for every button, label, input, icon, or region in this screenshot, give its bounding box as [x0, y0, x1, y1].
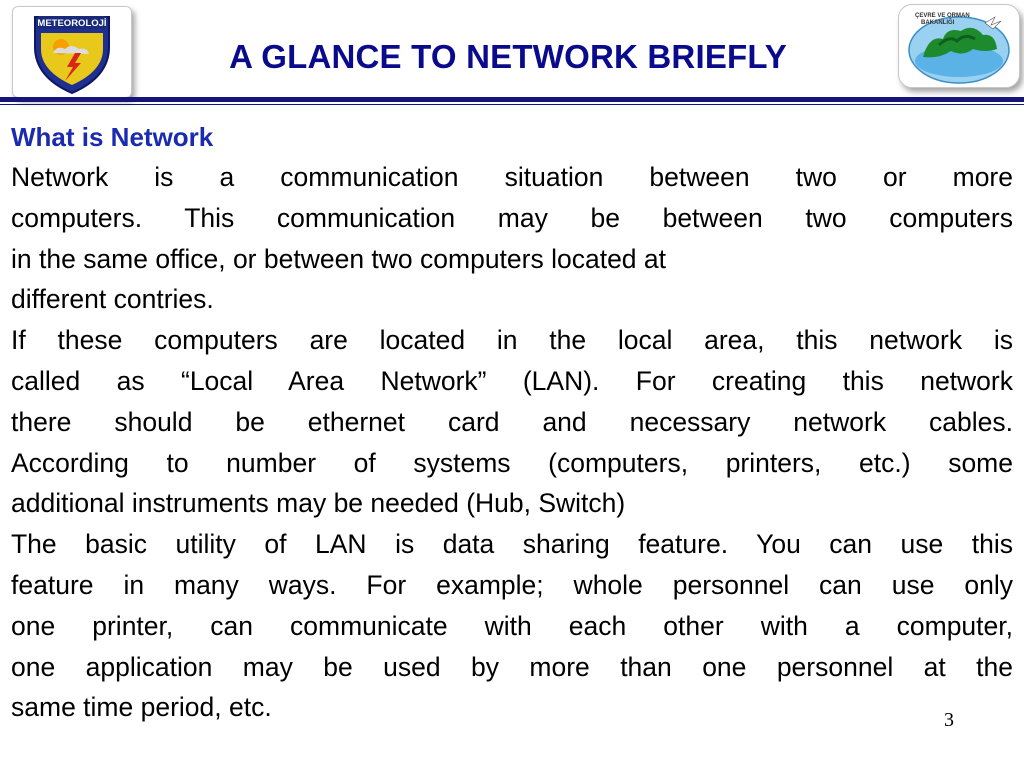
- svg-text:ÇEVRE VE ORMAN: ÇEVRE VE ORMAN: [915, 13, 970, 19]
- body-line: there should be ethernet card and necessary network cables.: [11, 406, 1013, 437]
- slide-title: A GLANCE TO NETWORK BRIEFLY: [229, 38, 787, 75]
- slide-body: [11, 117, 1013, 728]
- body-line: additional instruments may be needed (Hub, Switch): [11, 488, 626, 519]
- body-line: called as “Local Area Network” (LAN). For creating this network: [11, 365, 1013, 396]
- svg-text:METEOROLOJİ: METEOROLOJİ: [37, 18, 107, 29]
- body-line: feature in many ways. For example; whole personnel can use only: [11, 569, 1013, 600]
- header-divider-thick: [0, 97, 1024, 102]
- body-line: one printer, can communicate with each other with a computer,: [11, 610, 1013, 641]
- meteoroloji-shield-icon: [13, 7, 131, 97]
- svg-text:BAKANLIĞI: BAKANLIĞI: [921, 20, 955, 26]
- slide-number: 3: [944, 709, 954, 731]
- body-line: one application may be used by more than one personnel at the: [11, 651, 1013, 682]
- body-line: Network is a communication situation between two or more: [11, 162, 1013, 192]
- body-line: same time period, etc.: [11, 692, 272, 723]
- body-line: computers. This communication may be between two computers: [11, 202, 1013, 233]
- header-divider-thin: [0, 104, 1024, 105]
- meteoroloji-logo: [12, 6, 132, 98]
- section-heading: What is Network: [11, 122, 214, 152]
- body-line: different contries.: [11, 284, 214, 315]
- cevre-orman-logo: [898, 4, 1020, 88]
- ministry-emblem-icon: [899, 5, 1019, 87]
- body-line: According to number of systems (computers, printers, etc.) some: [11, 447, 1013, 478]
- body-line: The basic utility of LAN is data sharing feature. You can use this: [11, 529, 1013, 560]
- body-line: If these computers are located in the local area, this network is: [11, 325, 1013, 356]
- body-line: in the same office, or between two computers located at: [11, 243, 667, 274]
